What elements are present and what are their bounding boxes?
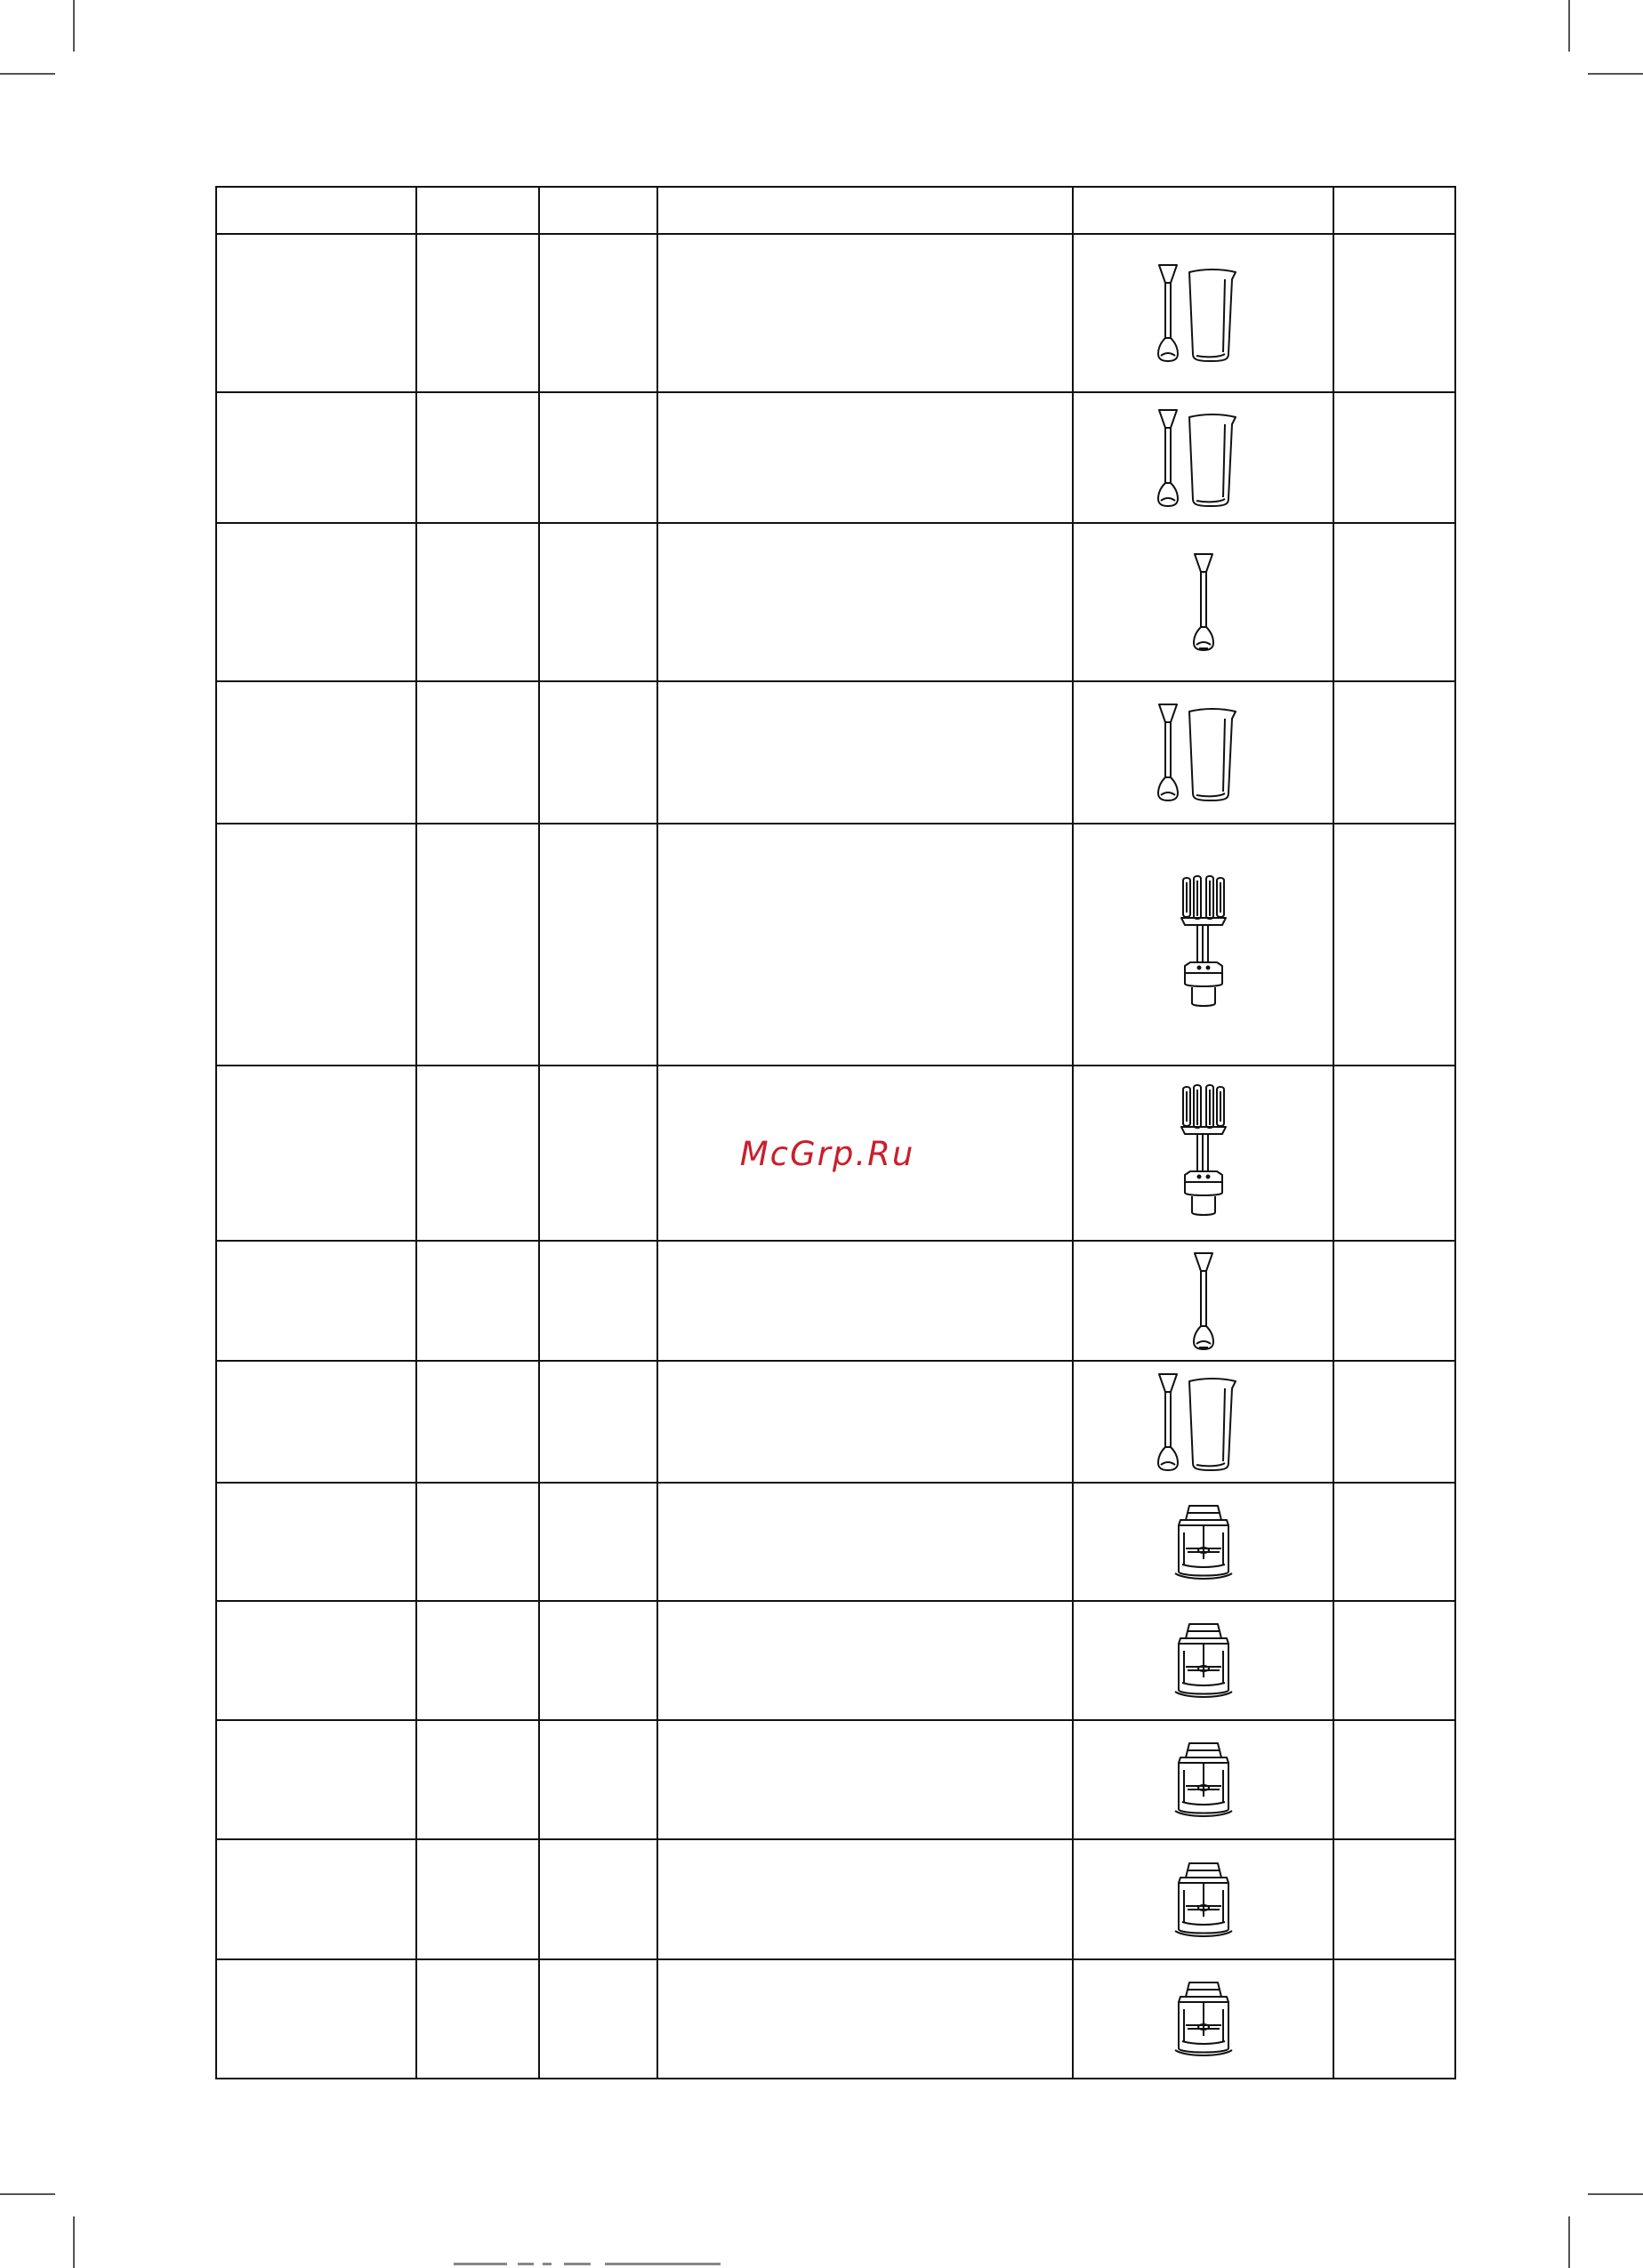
table-cell [416,1959,539,2079]
table-cell [657,1361,1073,1483]
table-cell [539,1959,657,2079]
blender-with-beaker-icon [1150,260,1257,366]
table-cell [1333,1241,1455,1361]
table-cell [216,1959,416,2079]
crop-mark [0,2193,55,2195]
table-row [216,1839,1455,1959]
table-cell [1333,1959,1455,2079]
column-header [539,187,657,234]
table-cell [216,523,416,681]
chopper-bowl-icon [1168,1979,1239,2059]
table-cell [657,681,1073,824]
chopper-bowl-icon [1168,1740,1239,1820]
table-cell [416,681,539,824]
table-row [216,1483,1455,1601]
table-cell [539,1483,657,1601]
attachment-image-cell [1073,1483,1333,1601]
table-cell [657,523,1073,681]
table-row [216,681,1455,824]
table-cell [1333,234,1455,392]
table-cell [216,1601,416,1720]
table-cell [416,392,539,523]
table-row [216,523,1455,681]
table-cell [416,1361,539,1483]
crop-mark [0,73,55,75]
watermark: McGrp.Ru [739,1135,915,1173]
table-cell [416,523,539,681]
table-cell [216,1720,416,1839]
table-cell [416,1839,539,1959]
chopper-bowl-icon [1168,1502,1239,1582]
table-cell [539,1066,657,1241]
table-cell [539,1839,657,1959]
column-header [416,187,539,234]
blender-stick-icon [1177,1248,1230,1355]
table-cell [657,1483,1073,1601]
table-cell [657,824,1073,1066]
table-cell [216,1483,416,1601]
table-cell [1333,1483,1455,1601]
table-cell [657,1241,1073,1361]
attachment-image-cell [1073,523,1333,681]
recipe-table [215,186,1456,2079]
crop-mark [1568,0,1570,52]
attachment-image-cell [1073,1241,1333,1361]
table-cell [216,824,416,1066]
column-header [1333,187,1455,234]
table-cell [1333,1601,1455,1720]
table-cell [416,1241,539,1361]
table-cell [216,1241,416,1361]
chopper-bowl-icon [1168,1860,1239,1940]
table-cell [216,1066,416,1241]
table-cell [539,1361,657,1483]
table-cell [657,1720,1073,1839]
crop-mark [1588,73,1643,75]
attachment-image-cell [1073,1959,1333,2079]
attachment-image-cell [1073,1720,1333,1839]
table-cell [657,234,1073,392]
table-cell [416,1483,539,1601]
table-row [216,1720,1455,1839]
table-cell [1333,681,1455,824]
attachment-image-cell [1073,824,1333,1066]
table-row [216,1959,1455,2079]
table-cell [1333,1839,1455,1959]
attachment-image-cell [1073,1361,1333,1483]
attachment-image-cell [1073,1066,1333,1241]
attachment-image-cell [1073,1601,1333,1720]
table-cell [416,1066,539,1241]
table-cell [1333,523,1455,681]
table-cell [539,1720,657,1839]
whisk-attachment-icon [1172,1082,1235,1225]
attachment-image-cell [1073,234,1333,392]
blender-stick-icon [1177,549,1230,655]
table-cell [539,1241,657,1361]
chopper-bowl-icon [1168,1621,1239,1701]
table-cell [216,1361,416,1483]
table-cell [416,1720,539,1839]
table-cell [216,392,416,523]
attachment-image-cell [1073,1839,1333,1959]
table-cell [539,234,657,392]
table-row [216,1241,1455,1361]
table-header-row [216,187,1455,234]
table-cell [657,1601,1073,1720]
table-cell [539,1601,657,1720]
table-cell [1333,1720,1455,1839]
table-cell [657,1839,1073,1959]
crop-mark [1568,2216,1570,2268]
table-row [216,234,1455,392]
table-row [216,392,1455,523]
column-header [216,187,416,234]
table-cell [1333,824,1455,1066]
table-cell [539,681,657,824]
table-row [216,1361,1455,1483]
blender-with-beaker-icon [1150,405,1257,511]
whisk-attachment-icon [1172,873,1235,1016]
table-row [216,1601,1455,1720]
crop-mark [73,0,75,52]
crop-mark [73,2216,75,2268]
table-cell [1333,1361,1455,1483]
column-header [657,187,1073,234]
column-header [1073,187,1333,234]
table-cell [539,392,657,523]
crop-mark [1588,2193,1643,2195]
table-cell [657,392,1073,523]
table-cell [416,824,539,1066]
table-row [216,824,1455,1066]
table-cell [1333,1066,1455,1241]
table-cell [1333,392,1455,523]
table-cell [539,523,657,681]
blender-with-beaker-icon [1150,1369,1257,1476]
table-cell [216,234,416,392]
table-cell [416,234,539,392]
blender-with-beaker-icon [1150,699,1257,806]
table-cell [416,1601,539,1720]
attachment-image-cell [1073,392,1333,523]
table-cell [657,1959,1073,2079]
table-cell [539,824,657,1066]
table-cell [216,681,416,824]
table-cell [216,1839,416,1959]
attachment-image-cell [1073,681,1333,824]
